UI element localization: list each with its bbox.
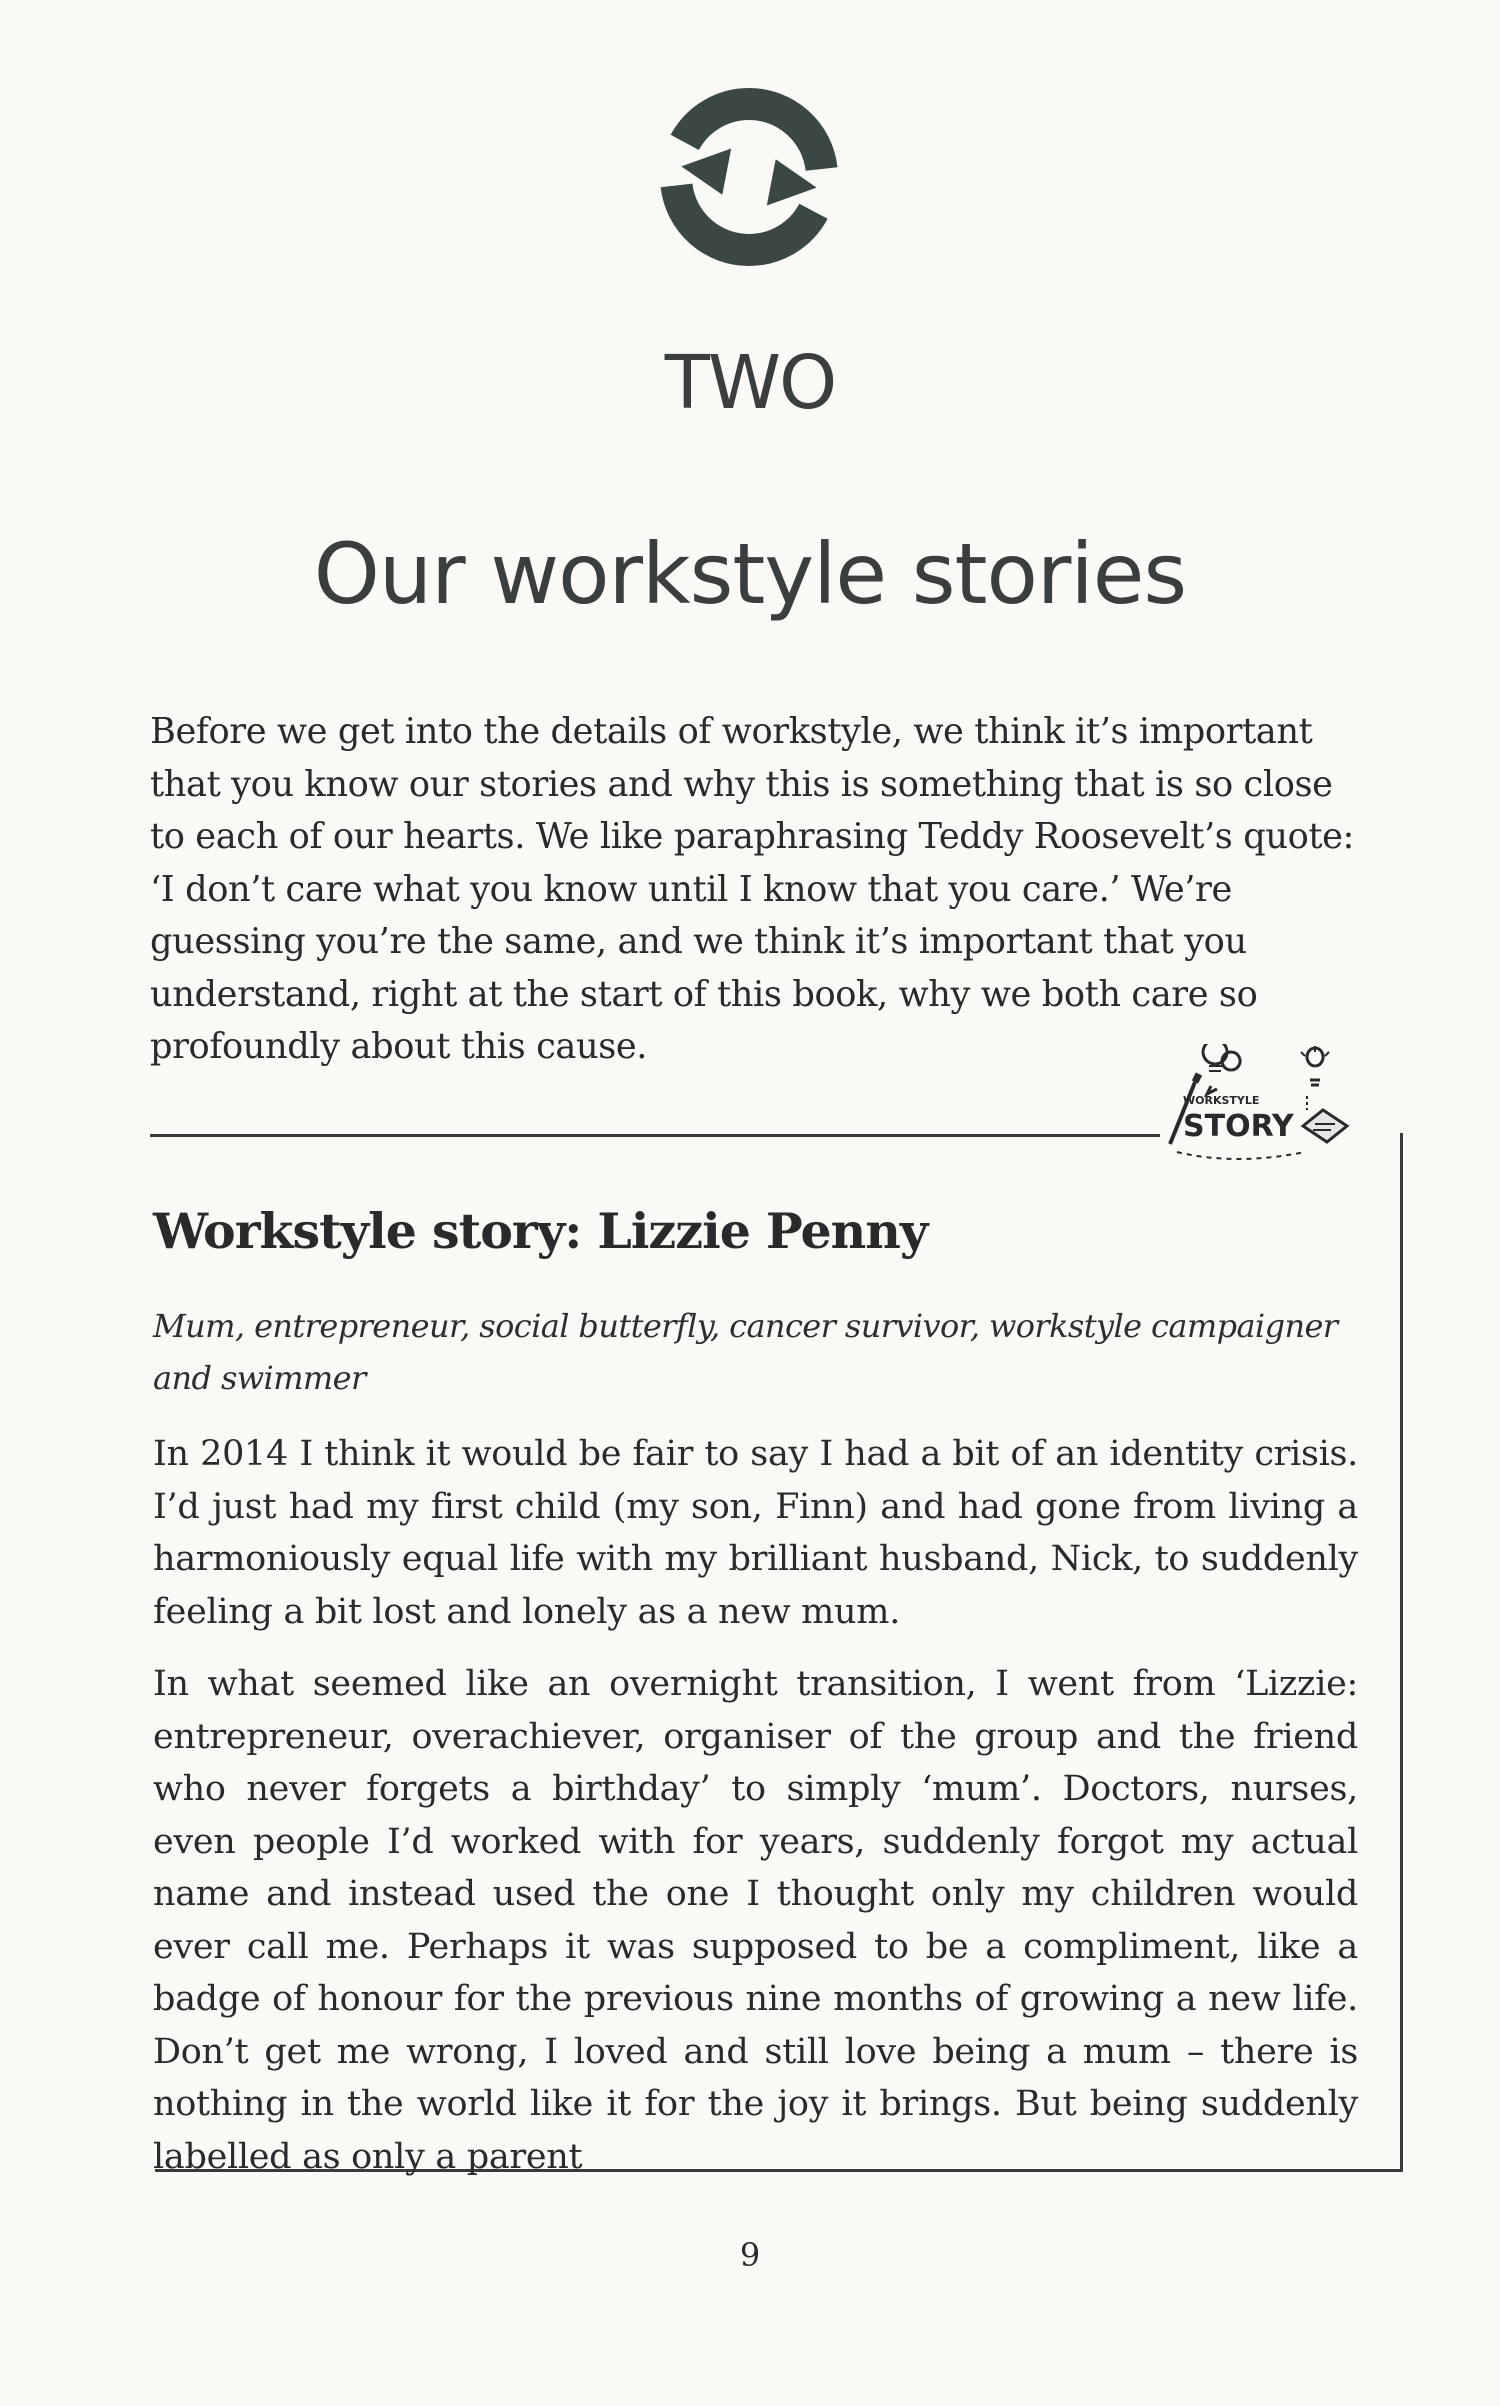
story-body [153, 1428, 1358, 2203]
story-box-top-rule [150, 1134, 1160, 1137]
badge-small-text: WORKSTYLE [1183, 1094, 1260, 1107]
workstyle-story-badge-icon [1155, 1044, 1370, 1174]
chapter-title: Our workstyle stories [313, 525, 1187, 623]
story-paragraph: In 2014 I think it would be fair to say I had a bit of an identity crisis. I’d just had my first child (my son, Finn) and had gone from living a harmoniously equal life with my brilliant husband, Nick, to suddenly feeling a bit lost and lonely as a new mum. [153, 1434, 1358, 1632]
story-subtitle: Mum, entrepreneur, social butterfly, cancer survivor, workstyle campaigner and swimmer [153, 1307, 1338, 1397]
chapter-number: TWO [664, 340, 836, 426]
chapter-logo-icon [660, 88, 838, 266]
story-box-right-rule [1400, 1133, 1403, 2172]
intro-paragraph: Before we get into the details of workstyle, we think it’s important that you know our stories and why this is something that is so close to each of our hearts. We like paraphrasing Teddy Roosevelt’s quote: ‘I don’t care what you know until I know that you care.’ We’re guessing you’re the same, and we think it’s important that you understand, right at the start of this book, why we both care so profoundly about this cause. [150, 711, 1355, 1067]
story-paragraph: In what seemed like an overnight transition, I went from ‘Lizzie: entrepreneur, overachiever, organiser of the group and the friend who never forgets a birthday’ to simply ‘mum’. Doctors, nurses, even people I’d worked with for years, suddenly forgot my actual name and instead used the one I thought only my children would ever call me. Perhaps it was supposed to be a compliment, like a badge of honour for the previous nine months of growing a new life. Don’t get me wrong, I loved and still love being a mum – there is nothing in the world like it for the joy it brings. But being suddenly labelled as only a parent [153, 1664, 1358, 2177]
story-heading: Workstyle story: Lizzie Penny [153, 1202, 928, 1260]
badge-label: STORY [1183, 1109, 1294, 1144]
page-number: 9 [739, 2236, 761, 2274]
